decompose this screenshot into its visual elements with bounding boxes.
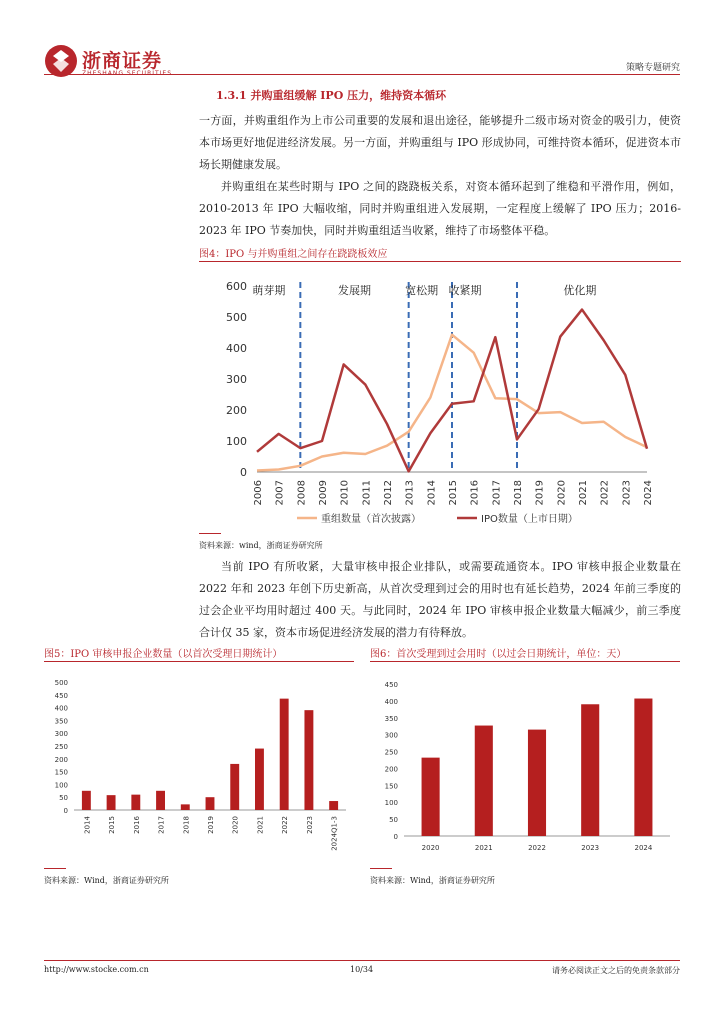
y-tick-label: 500 [54,679,68,687]
y-tick-label: 200 [384,765,398,774]
paragraph-3: 当前 IPO 有所收紧，大量审核申报企业排队，或需要疏通资本。IPO 审核申报企业数量在 2022 年和 2023 年创下历史新高，从首次受理到过会的用时也有延长趋势，2024 年前三季度的过会企业平均用时超过 400 天。与此同时，2024 年 IPO 审核申报企业数量大幅减少，前三季度合计仅 35 家，资本市场促进经济发展的潜力有待释放。 [199,560,681,639]
report-category: 策略专题研究 [625,63,680,73]
figure5-bar-chart [44,668,354,863]
x-tick-label: 2023 [581,844,600,852]
figure5-source: 资料来源：Wind，浙商证券研究所 [44,876,169,885]
y-tick-label: 450 [54,691,68,700]
x-tick-label: 2021 [578,480,589,506]
period-label: 优化期 [563,284,597,297]
bar [107,795,116,810]
x-tick-label: 2021 [474,844,493,852]
bar [230,764,239,810]
figure4-source: 资料来源：wind，浙商证券研究所 [199,541,323,550]
period-label: 萌芽期 [252,284,286,297]
y-tick-label: 100 [54,781,68,790]
bar [634,699,652,836]
x-tick-label: 2014 [426,480,438,506]
x-tick-label: 2023 [305,816,314,834]
bar [422,758,440,836]
bar [581,704,599,836]
figure6-title: 图6：首次受理到过会用时（以过会日期统计，单位：天） [370,649,627,660]
x-tick-label: 2020 [231,816,240,834]
x-tick-label: 2020 [421,844,440,852]
x-tick-label: 2010 [339,480,351,506]
zheshang-logo-icon [44,44,78,78]
y-tick-label: 200 [226,404,247,417]
x-tick-label: 2013 [404,480,416,506]
x-tick-label: 2022 [281,816,290,834]
y-tick-label: 300 [226,373,247,386]
y-tick-label: 450 [384,681,398,689]
x-tick-label: 2017 [157,816,166,834]
bar [181,804,190,810]
bar [528,730,546,836]
x-tick-label: 2018 [513,480,524,506]
y-tick-label: 250 [384,748,398,757]
figure5-bottom-rule [44,868,66,869]
y-tick-label: 500 [226,311,247,324]
figure4-top-rule [199,261,681,262]
bar [255,749,264,810]
x-tick-label: 2019 [534,480,546,506]
period-label: 宽松期 [405,284,439,297]
figure5-title: 图5：IPO 审核申报企业数量（以首次受理日期统计） [44,649,283,660]
y-tick-label: 350 [54,717,68,726]
y-tick-label: 300 [384,731,398,740]
y-tick-label: 0 [240,466,247,479]
y-tick-label: 200 [54,755,68,764]
legend-label-ipo: IPO数量（上市日期） [481,514,578,525]
y-tick-label: 100 [384,799,398,808]
y-tick-label: 0 [63,807,68,815]
figure6-source: 资料来源：Wind，浙商证券研究所 [370,876,495,885]
x-tick-label: 2024 [643,480,654,506]
bar [280,699,289,810]
bar [475,726,493,836]
header-rule [44,74,680,75]
x-tick-label: 2020 [556,480,568,506]
footer-page-number: 10/34 [350,965,374,974]
x-tick-label: 2015 [108,816,117,834]
x-tick-label: 2011 [361,480,373,506]
x-tick-label: 2017 [491,480,503,506]
figure6-bar-chart [370,668,680,863]
figure5-top-rule [44,661,354,662]
x-tick-label: 2023 [621,480,633,506]
footer-rule [44,960,680,961]
y-tick-label: 400 [384,697,398,706]
x-tick-label: 2022 [528,844,546,852]
logo-text: 浙商证券 [82,50,163,72]
y-tick-label: 0 [393,833,398,841]
figure6-bottom-rule [370,868,392,869]
y-tick-label: 600 [226,280,247,293]
x-tick-label: 2019 [207,816,215,834]
y-tick-label: 100 [226,435,247,448]
bar [304,710,313,810]
x-tick-label: 2015 [448,480,459,506]
bar [329,801,338,810]
x-tick-label: 2018 [182,816,191,834]
figure4-bottom-rule [199,533,221,534]
bar [156,791,165,810]
bar [206,797,215,810]
x-tick-label: 2008 [296,480,308,506]
x-tick-label: 2022 [599,480,611,506]
y-tick-label: 350 [384,714,398,723]
y-tick-label: 400 [54,704,68,713]
bar [131,795,140,810]
x-tick-label: 2009 [318,480,329,506]
legend-label-mergers: 重组数量（首次披露） [321,514,421,525]
y-tick-label: 150 [384,782,398,791]
y-tick-label: 250 [54,743,68,751]
x-tick-label: 2012 [383,480,394,506]
paragraph-2: 并购重组在某些时期与 IPO 之间的跷跷板关系，对资本循环起到了维稳和平滑作用，例如，2010-2013 年 IPO 大幅收缩，同时并购重组进入发展期，一定程度上缓解了 IPO 压力；2016-2023 年 IPO 节奏加快，同时并购重组适当收紧，维持了市场整体平稳。 [199,180,681,237]
x-tick-label: 2016 [132,816,141,834]
y-tick-label: 50 [389,816,398,825]
period-label: 收紧期 [448,284,482,297]
figure6-top-rule [370,661,680,662]
x-tick-label: 2016 [469,480,481,506]
y-tick-label: 50 [59,794,68,803]
x-tick-label: 2024 [634,844,653,852]
x-tick-label: 2014 [83,816,92,834]
y-tick-label: 300 [54,730,68,739]
paragraph-1: 一方面，并购重组作为上市公司重要的发展和退出途径，能够提升二级市场对资金的吸引力，使资本市场更好地促进经济发展。另一方面，并购重组与 IPO 形成协同，可维持资本循环，促进资本市场长期健康发展。 [199,114,681,171]
section-title: 1.3.1 并购重组缓解 IPO 压力，维持资本循环 [216,89,447,102]
footer-disclaimer: 请务必阅读正文之后的免责条款部分 [552,966,680,975]
footer-url[interactable]: http://www.stocke.com.cn [44,965,149,974]
x-tick-label: 2007 [274,480,286,506]
x-tick-label: 2024Q1-3 [330,816,339,851]
bar [82,791,91,810]
x-tick-label: 2006 [253,480,264,506]
x-tick-label: 2021 [256,816,265,834]
figure4-title: 图4：IPO 与并购重组之间存在跷跷板效应 [199,249,388,260]
figure4-line-chart [199,268,681,530]
period-label: 发展期 [338,284,371,297]
y-tick-label: 400 [226,342,247,355]
y-tick-label: 150 [54,768,68,777]
